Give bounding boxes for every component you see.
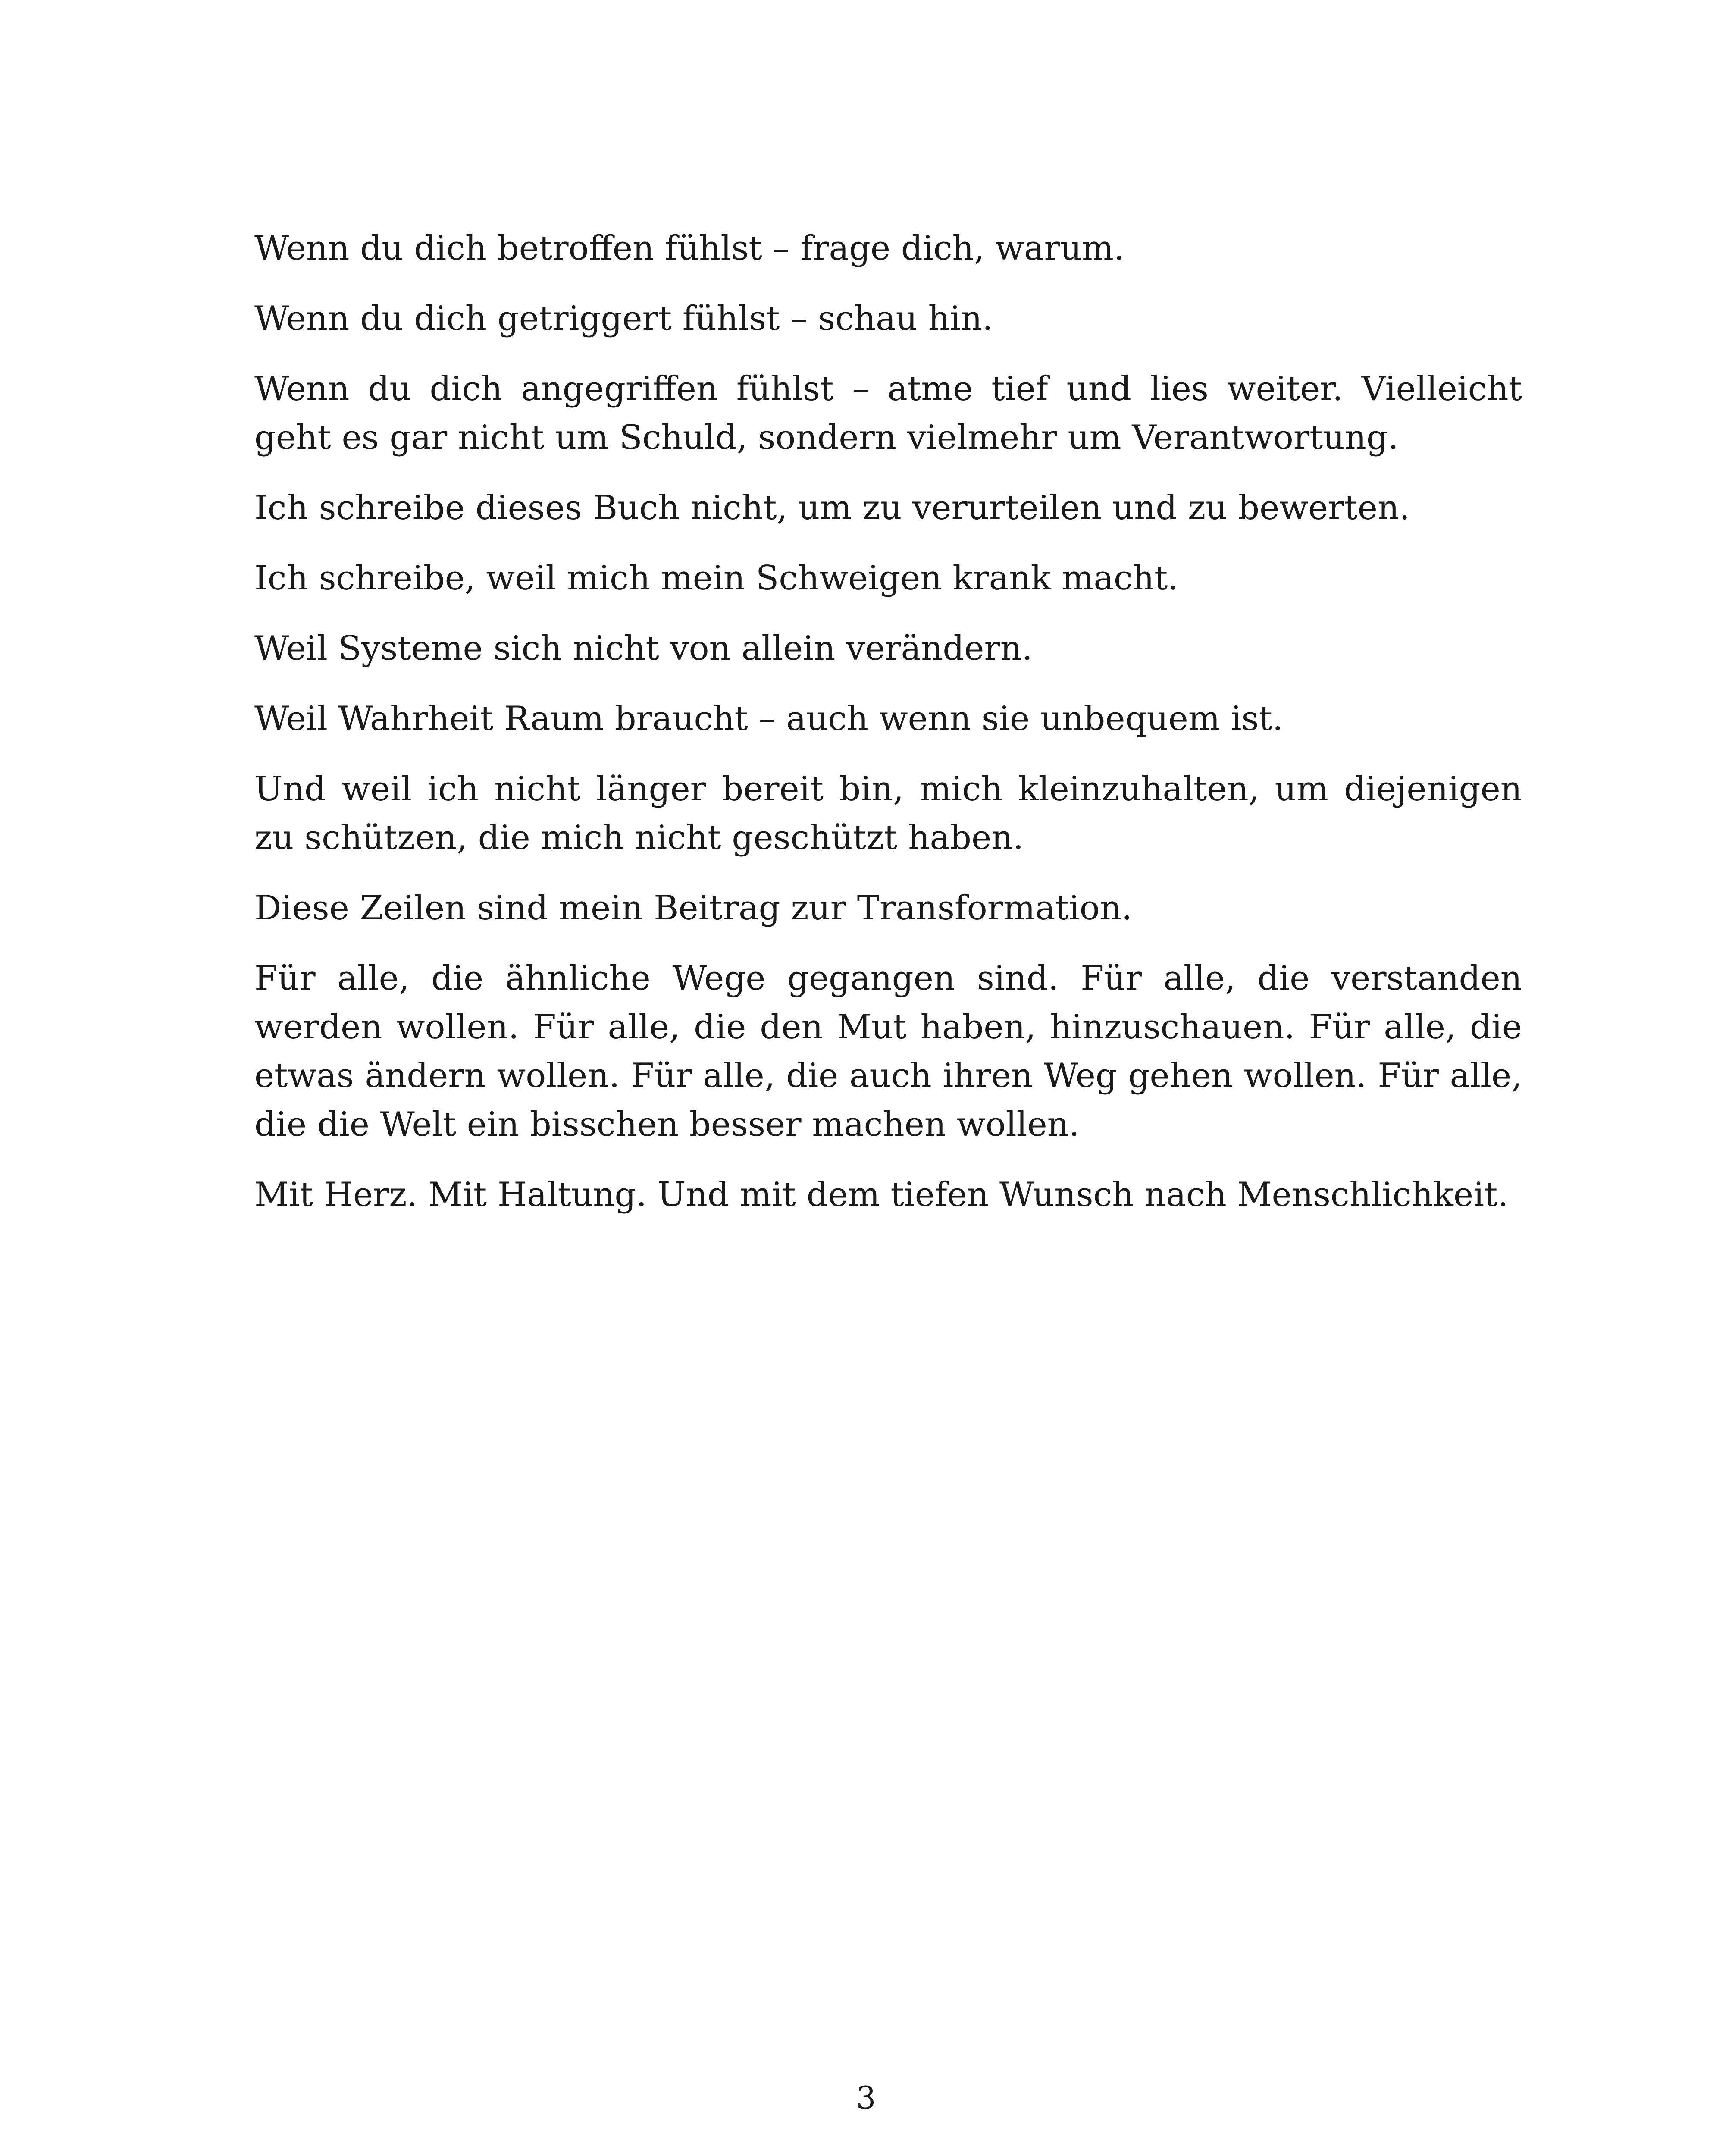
paragraph: Mit Herz. Mit Haltung. Und mit dem tiefen Wunsch nach Menschlichkeit. <box>254 1175 1509 1214</box>
paragraph: Und weil ich nicht länger bereit bin, mich kleinzuhalten, um diejenigen zu schützen, die mich nicht geschützt haben. <box>254 770 1522 857</box>
paragraph: Weil Systeme sich nicht von allein verändern. <box>254 629 1033 668</box>
paragraph: Für alle, die ähnliche Wege gegangen sind. Für alle, die verstanden werden wollen. Für alle, die den Mut haben, hinzuschauen. Für alle, die etwas ändern wollen. Für alle, die auch ihren Weg gehen wollen. Für alle, die die Welt ein bisschen besser machen wollen. <box>254 959 1522 1144</box>
paragraph: Wenn du dich betroffen fühlst – frage dich, warum. <box>254 229 1124 268</box>
paragraph: Ich schreibe, weil mich mein Schweigen krank macht. <box>254 559 1179 598</box>
paragraph: Wenn du dich getriggert fühlst – schau hin. <box>254 299 993 338</box>
page-number: 3 <box>856 2080 876 2116</box>
paragraph: Diese Zeilen sind mein Beitrag zur Transformation. <box>254 889 1132 928</box>
body-text <box>254 224 1522 1241</box>
paragraph: Ich schreibe dieses Buch nicht, um zu verurteilen und zu bewerten. <box>254 489 1410 527</box>
paragraph: Weil Wahrheit Raum braucht – auch wenn sie unbequem ist. <box>254 699 1283 738</box>
paragraph: Wenn du dich angegriffen fühlst – atme tief und lies weiter. Vielleicht geht es gar nicht um Schuld, sondern vielmehr um Verantwortung. <box>254 370 1522 457</box>
